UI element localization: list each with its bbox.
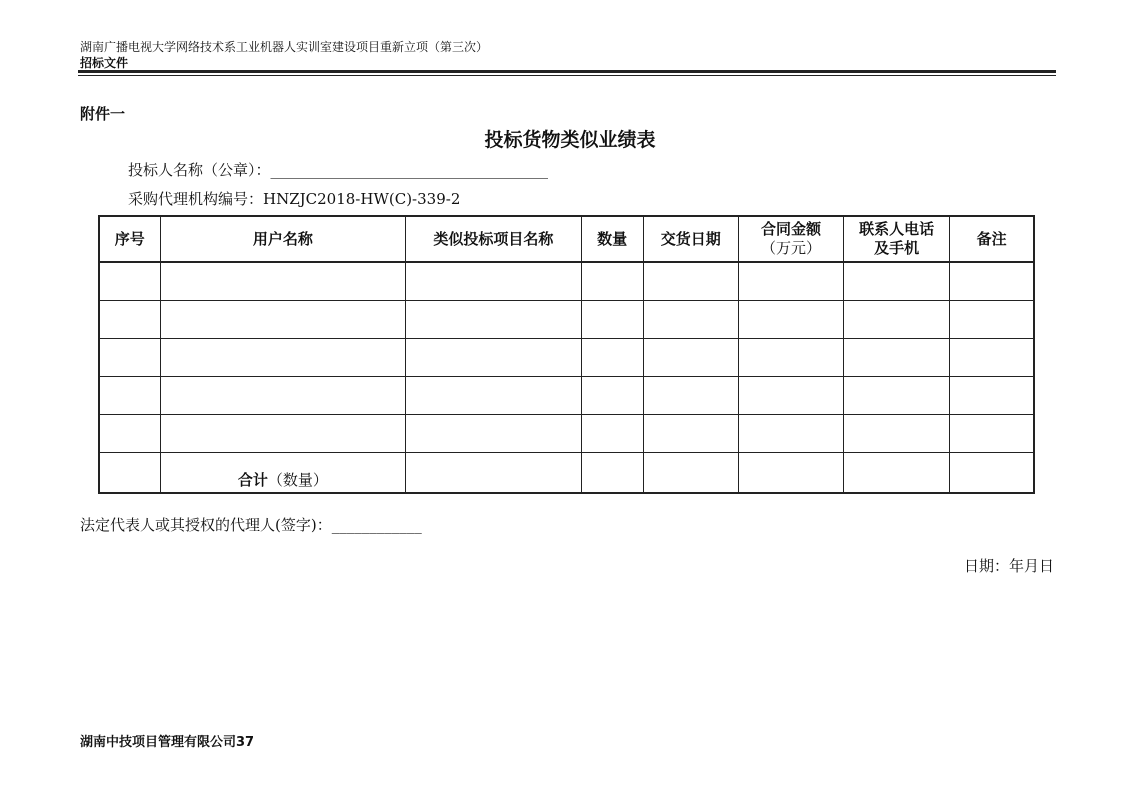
header-rule-thick (78, 70, 1056, 73)
total-label: 合计（数量） (160, 453, 406, 494)
col-header-project-name: 类似投标项目名称 (406, 216, 581, 262)
page-title: 投标货物类似业绩表 (484, 129, 656, 151)
signature-label: 法定代表人或其授权的代理人(签字)： (80, 516, 332, 534)
performance-table (98, 215, 1035, 494)
col-header-remarks: 备注 (950, 216, 1034, 262)
col-header-contract-amount: 合同金额 （万元） (738, 216, 843, 262)
table-row (99, 301, 1034, 339)
header-rule-thin (78, 75, 1056, 76)
page-number: 37 (236, 735, 255, 750)
bidder-name-blank: _____________________________________ (270, 161, 549, 179)
col-header-user-name: 用户名称 (160, 216, 406, 262)
table-row (99, 262, 1034, 301)
agency-number-line (128, 188, 460, 209)
signature-blank: ____________ (331, 516, 422, 534)
date-label: 日期：年月日 (963, 557, 1054, 575)
footer-company: 湖南中技项目管理有限公司 (80, 735, 237, 750)
col-header-quantity: 数量 (581, 216, 643, 262)
attachment-label: 附件一 (80, 105, 126, 123)
agency-number-label: 采购代理机构编号： (128, 190, 264, 208)
table-total-row (99, 453, 1034, 494)
signature-line (80, 514, 422, 535)
table-row (99, 377, 1034, 415)
page-footer (80, 731, 254, 750)
agency-number-value: HNZJC2018-HW(C)-339-2 (263, 190, 461, 208)
col-header-contact-phone: 联系人电话 及手机 (844, 216, 950, 262)
bidder-name-line (128, 159, 548, 180)
col-header-index: 序号 (99, 216, 160, 262)
header-project-title: 湖南广播电视大学网络技术系工业机器人实训室建设项目重新立项（第三次） (80, 40, 489, 54)
table-row (99, 339, 1034, 377)
col-header-delivery-date: 交货日期 (643, 216, 738, 262)
table-header-row (99, 216, 1034, 262)
bidder-name-label: 投标人名称（公章）： (128, 161, 271, 179)
header-doc-type: 招标文件 (80, 56, 129, 70)
table-row (99, 415, 1034, 453)
